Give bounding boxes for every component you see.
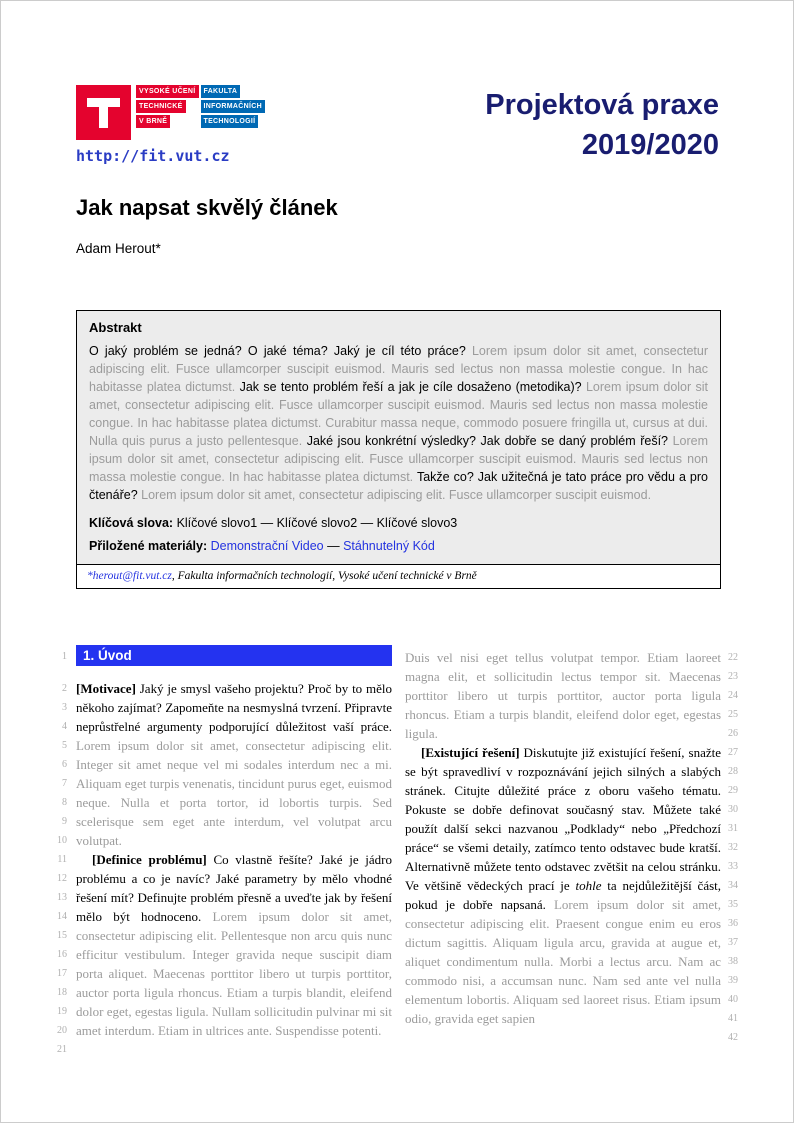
line-number: 40 [728, 994, 738, 1005]
text-segment: [Motivace] [76, 681, 136, 696]
keywords-value: Klíčové slovo1 — Klíčové slovo2 — Klíčové slovo3 [176, 516, 458, 530]
line-number: 3 [62, 702, 67, 713]
line-number: 26 [728, 728, 738, 739]
text-segment: Diskutujte již existující řešení, snažte se být spravedliví v rozpoznávání jejich silných a slabých stránek. Citujte důležité práce z oboru vašeho tématu. Pokuste se dobře definovat současný stav. Můžete také použít další sekci nazvanou „Podklady“ nebo „Předchozí práce“ se všemi detaily, zatímco tento odstavec bude kratší. Alternativně můžete tento odstavec zvětšit na celou stránku. Ve většině vědeckých prací je [405, 745, 721, 893]
abstract-box [76, 310, 721, 589]
logo-block-technologii: TECHNOLOGIÍ [201, 115, 259, 128]
text-segment: [Existující řešení] [421, 745, 520, 760]
logo-block-vysoke-uceni: VYSOKÉ UČENÍ [136, 85, 199, 98]
line-number: 21 [57, 1044, 67, 1055]
line-number: 1 [62, 651, 67, 662]
line-number: 13 [57, 892, 67, 903]
line-number: 9 [62, 816, 67, 827]
code-download-link[interactable]: Stáhnutelný Kód [343, 539, 435, 553]
author-affiliation: , Fakulta informačních technologií, Vysoké učení technické v Brně [171, 570, 477, 582]
logo-block-fakulta: FAKULTA [201, 85, 241, 98]
line-number: 34 [728, 880, 738, 891]
paragraph [89, 342, 708, 504]
vut-t-logo-icon [76, 85, 131, 140]
line-numbers-left [39, 647, 67, 1059]
line-number: 6 [62, 759, 67, 770]
line-numbers-right [728, 648, 756, 1047]
paragraph [405, 743, 721, 1028]
line-number: 22 [728, 652, 738, 663]
section-heading-uvod: 1. Úvod [76, 645, 392, 666]
line-number: 27 [728, 747, 738, 758]
line-number: 23 [728, 671, 738, 682]
line-number: 41 [728, 1013, 738, 1024]
materials-line [89, 537, 708, 555]
text-segment: Lorem ipsum dolor sit amet, consectetur adipiscing elit. Integer sit amet neque vel mi sodales interdum nec a mi. Aliquam eget turpis venenatis, tincidunt purus eget, euismod neque. Nulla et porta tortor, id lobortis turpis. Sed scelerisque sem eget ante interdum, vel volutpat arcu volutpat. [76, 738, 392, 848]
line-number: 18 [57, 987, 67, 998]
keywords-label: Klíčová slova: [89, 516, 174, 530]
line-number: 36 [728, 918, 738, 929]
text-segment: ta nejdůležitější část, pokud je dobře napsaná. [405, 878, 722, 912]
course-title-line2: 2019/2020 [581, 129, 719, 161]
line-number: 4 [62, 721, 67, 732]
line-number: 20 [57, 1025, 67, 1036]
author-footnote [77, 564, 720, 588]
fit-url-link[interactable]: http://fit.vut.cz [76, 147, 230, 165]
text-segment: Jaké jsou konkrétní výsledky? Jak dobře se daný problém řeší? [306, 434, 673, 448]
text-segment: Lorem ipsum dolor sit amet, consectetur adipiscing elit. Fusce ullamcorper suscipit euismod. [141, 488, 652, 502]
materials-label: Přiložené materiály: [89, 539, 208, 553]
text-segment: tohle [575, 878, 602, 893]
column-left [76, 679, 392, 1040]
line-number: 7 [62, 778, 67, 789]
line-number: 5 [62, 740, 67, 751]
text-segment: Lorem ipsum dolor sit amet, consectetur adipiscing elit. Praesent congue enim eu eros dictum sagittis. Aliquam ligula arcu, gravida at augue et, aliquet condimentum nulla. Morbi a lectus arcu. Nam ac commodo nisi, a accumsan nunc. Nam sed ante vel nulla elementum lobortis. Aliquam sed laoreet risus. Etiam ipsum odio, gravida eget sapien [405, 897, 721, 1026]
line-number: 37 [728, 937, 738, 948]
logo-block-technicke: TECHNICKÉ [136, 100, 186, 113]
vut-fit-logo [76, 85, 265, 140]
course-title-line1: Projektová praxe [485, 89, 719, 121]
line-number: 19 [57, 1006, 67, 1017]
paragraph [76, 679, 392, 850]
line-number: 31 [728, 823, 738, 834]
text-segment: Duis vel nisi eget tellus volutpat tempor. Etiam laoreet magna elit, et sollicitudin lectus tempor sit. Maecenas porttitor libero ut turpis porttitor, auctor porta ligula rhoncus. Etiam a turpis blandit, eleifend dolor eget, egestas ligula. [405, 650, 721, 741]
line-number: 35 [728, 899, 738, 910]
text-segment: Lorem ipsum dolor sit amet, consectetur adipiscing elit. Fusce ullamcorper suscipit euismod. Mauris sed lectus non massa molestie congue. In hac habitasse platea dictumst. [89, 344, 708, 394]
line-number: 25 [728, 709, 738, 720]
course-title [485, 85, 719, 165]
logo-block-informacnich: INFORMAČNÍCH [201, 100, 265, 113]
line-number: 28 [728, 766, 738, 777]
column-right [405, 648, 721, 1028]
line-number: 16 [57, 949, 67, 960]
text-segment: Jaký je smysl vašeho projektu? Proč by to mělo někoho zajímat? Zapomeňte na nesmyslná tvrzení. Připravte neprůstřelné argumenty podporující důležitost vaší práce. [76, 681, 392, 734]
keywords-line [89, 514, 708, 532]
line-number: 17 [57, 968, 67, 979]
paragraph [76, 850, 392, 1040]
line-number: 39 [728, 975, 738, 986]
text-segment: [Definice problému] [92, 852, 207, 867]
author-email-link[interactable]: *herout@fit.vut.cz [87, 570, 172, 582]
abstract-text [89, 342, 708, 504]
text-segment: O jaký problém se jedná? O jaké téma? Jaký je cíl této práce? [89, 344, 472, 358]
demo-video-link[interactable]: Demonstrační Video [210, 539, 324, 553]
text-segment: Lorem ipsum dolor sit amet, consectetur adipiscing elit. Fusce ullamcorper suscipit euismod. Mauris sed lectus non massa molestie congue. In hac habitasse platea dictumst. [89, 434, 708, 484]
text-segment: Co vlastně řešíte? Jaké je jádro problému a co je navíc? Jaké parametry by mělo vhodné řešení mít? Definujte problém přesně a uveďte jak by řešení mělo být hodnoceno. [76, 852, 392, 924]
logo-text [136, 85, 265, 140]
line-number: 38 [728, 956, 738, 967]
paragraph [405, 648, 721, 743]
text-segment: Lorem ipsum dolor sit amet, consectetur adipiscing elit. Fusce ullamcorper suscipit euismod. Mauris sed lectus non massa molestie congue. In hac habitasse platea dictumst. Curabitur massa neque, commodo posuere fringilla ut, cursus at dui. Nulla quis purus a justo pellentesque. [89, 380, 708, 448]
text-segment: Jak se tento problém řeší a jak je cíle dosaženo (metodika)? [239, 380, 586, 394]
article-author: Adam Herout* [76, 241, 161, 256]
line-number: 29 [728, 785, 738, 796]
line-number: 32 [728, 842, 738, 853]
line-number: 14 [57, 911, 67, 922]
line-number: 24 [728, 690, 738, 701]
line-number: 42 [728, 1032, 738, 1043]
text-segment: Takže co? Jak užitečná je tato práce pro vědu a pro čtenáře? [89, 470, 708, 502]
abstract-main [77, 311, 720, 564]
line-number: 12 [57, 873, 67, 884]
abstract-heading: Abstrakt [89, 320, 142, 335]
article-title: Jak napsat skvělý článek [76, 195, 338, 220]
logo-t-stem [99, 98, 108, 128]
materials-separator: — [327, 539, 340, 553]
line-number: 10 [57, 835, 67, 846]
line-number: 33 [728, 861, 738, 872]
line-number: 30 [728, 804, 738, 815]
line-number: 11 [57, 854, 67, 865]
text-segment: Lorem ipsum dolor sit amet, consectetur adipiscing elit. Pellentesque non arcu quis nunc efficitur vestibulum. Integer gravida neque suscipit diam porta aliquet. Maecenas porttitor libero ut turpis porttitor, auctor porta ligula rhoncus. Etiam a turpis blandit, eleifend dolor eget, egestas ligula. Nullam sollicitudin pulvinar mi sit amet interdum. Etiam in ultrices ante. Suspendisse potenti. [76, 909, 392, 1038]
line-number: 15 [57, 930, 67, 941]
line-number: 2 [62, 683, 67, 694]
line-number: 8 [62, 797, 67, 808]
logo-block-v-brne: V BRNĚ [136, 115, 170, 128]
